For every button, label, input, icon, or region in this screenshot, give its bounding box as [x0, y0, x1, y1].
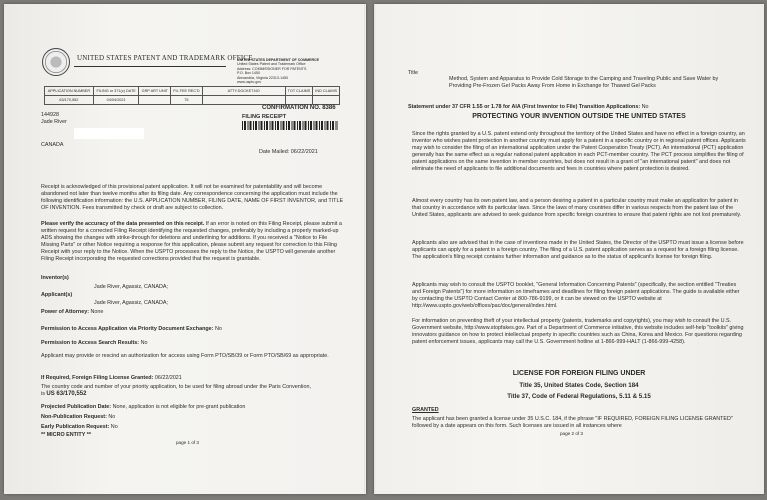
- pde-label: Permission to Access Application via Priority Document Exchange:: [41, 326, 214, 332]
- redacted-address: [74, 128, 144, 139]
- barcode-icon: [242, 121, 338, 130]
- statement-value: No: [641, 104, 649, 110]
- page-number: page 2 of 3: [560, 431, 583, 436]
- page-edge: [374, 4, 376, 494]
- table-header: GRP ART UNIT: [139, 87, 171, 96]
- search-value: No: [140, 340, 148, 346]
- table-header: ATTY.DOCKET.NO: [202, 87, 285, 96]
- projected-value: None, application is not eligible for pre-grant publication: [112, 404, 246, 410]
- application-table: [44, 86, 340, 105]
- projected-publication: [41, 404, 245, 411]
- early-label: Early Publication Request:: [41, 424, 110, 430]
- filing-receipt-page-1: [4, 4, 366, 494]
- paris-convention-text: The country code and number of your priority application, to be used for filing abroad under the Paris Convention,: [41, 384, 311, 390]
- protect-paragraph-2: Almost every country has its own patent law, and a person desiring a patent in a particular country must make an application for patent in that country in accordance with its particular laws. Since the laws of many countries differ in various respects from the patent law of the United States, applicants are advised to seek guidance from specific foreign countries to ensure that patent rights are not lost prematurely.: [412, 198, 742, 218]
- uspto-seal-icon: [42, 48, 70, 76]
- inventors-label: Inventor(s): [41, 275, 69, 281]
- confirmation-number: CONFIRMATION NO. 8386: [262, 105, 336, 111]
- paris-is: is: [41, 391, 45, 397]
- table-header: FILING or 371(c) DATE: [93, 87, 139, 96]
- pde-value: No: [214, 326, 222, 332]
- acknowledgement-paragraph: Receipt is acknowledged of this provisional patent application. It will not be examined for patentability and will become abandoned not later than twelve months after its filing date. Any correspondence concerning the application must include the following identification information: the U.S. APPLICATION NUMBER, FILING DATE, NAME OF FIRST INVENTOR, and TITLE OF INVENTION. Fees transmitted by check or draft are subject to collection.: [41, 184, 344, 211]
- verify-paragraph: [41, 221, 344, 263]
- protect-heading: PROTECTING YOUR INVENTION OUTSIDE THE UNITED STATES: [472, 113, 686, 120]
- granted-label: GRANTED: [412, 407, 439, 413]
- paris-value: US 63/170,552: [46, 391, 87, 397]
- recipient-id: 144928: [41, 112, 59, 118]
- verify-heading: Please verify the accuracy of the data presented on this receipt.: [41, 221, 205, 227]
- search-results-access: [41, 340, 147, 347]
- verify-text: If an error is noted on this Filing Receipt, please submit a written request for a corrected Filing Receipt identifying the requested changes, preferably by including a properly marked-up ADS showing the changes with strike-through for deletions and underlining for additions. If you received a "Notice to File Missing Parts" or other Notice requiring a response for this application, please submit any request for correction to this Filing Receipt with your reply to the Notice. When the USPTO processes the reply to the Notice, the USPTO will generate another Filing Receipt incorporating the requested corrections provided that the request is grantable.: [41, 221, 342, 262]
- table-cell: 63/170,552: [45, 96, 94, 105]
- non-publication-request: [41, 414, 115, 421]
- license-subheading-2: Title 37, Code of Federal Regulations, 5.11 & 5.15: [507, 393, 651, 400]
- applicants-label: Applicant(s): [41, 292, 73, 298]
- table-cell: [202, 96, 285, 105]
- projected-label: Projected Publication Date:: [41, 404, 112, 410]
- inventors-value: Jade River, Agassiz, CANADA;: [94, 284, 168, 290]
- title-value: Method, System and Apparatus to Provide Cold Storage to the Camping and Traveling Public and Save Water by Providing Pre-Frozen Gel Packs Away From Home in Exchange for Thawed Gel Packs: [449, 76, 719, 89]
- table-header: TOT CLAIMS: [285, 87, 313, 96]
- foreign-label: If Required, Foreign Filing License Granted:: [41, 375, 154, 381]
- power-of-attorney: [41, 309, 103, 316]
- micro-entity: ** MICRO ENTITY **: [41, 432, 91, 438]
- address-line: www.uspto.gov: [237, 80, 262, 85]
- search-label: Permission to Access Search Results:: [41, 340, 140, 346]
- foreign-value: 06/22/2021: [154, 375, 182, 381]
- agency-address: [237, 58, 337, 84]
- nonpub-label: Non-Publication Request:: [41, 414, 107, 420]
- filing-receipt-title: FILING RECEIPT: [242, 114, 287, 120]
- filing-receipt-page-2: [374, 4, 764, 494]
- statement-label: Statement under 37 CFR 1.55 or 1.78 for AIA (First Inventor to File) Transition Applications:: [408, 104, 641, 110]
- table-header-row: [45, 87, 340, 96]
- table-cell: [285, 96, 313, 105]
- recipient-name: Jade River: [41, 119, 67, 125]
- protect-paragraph-3: Applicants also are advised that in the case of inventions made in the United States, the Director of the USPTO must issue a license before applicants can apply for a patent in a foreign country. The filing of a U.S. patent application serves as a request for a foreign filing license. The application's filing receipt contains further information and guidance as to the status of applicant's license for foreign filing.: [412, 240, 744, 260]
- table-cell: 04/04/2021: [93, 96, 139, 105]
- early-publication-request: [41, 424, 118, 431]
- protect-paragraph-5: For information on preventing theft of your intellectual property (patents, trademarks and copyrights), you may wish to consult the U.S. Government website, http://www.stopfakes.gov. Part of a Department of Commerce initiative, this website includes self-help "toolkits" giving innovators guidance on how to protect intellectual property in specific countries such as China, Korea and Mexico. For questions regarding patent enforcement issues, applicants may call the U.S. Government hotline at 1-866-999-HALT (1-866-999-4258).: [412, 318, 744, 345]
- table-row: [45, 96, 340, 105]
- address-line: P.O. Box 1450: [237, 71, 260, 76]
- page-edge: [364, 4, 366, 494]
- table-header: IND CLAIMS: [313, 87, 340, 96]
- protect-paragraph-4: Applicants may wish to consult the USPTO booklet, "General Information Concerning Patents" (specifically, the section entitled "Treaties and Foreign Patents") for more information on timeframes and deadlines for filing foreign patent applications. The guide is available either by contacting the USPTO Contact Center at 800-786-9199, or it can be viewed on the USPTO website at http://www.uspto.gov/web/offices/pac/doc/general/index.html.: [412, 282, 740, 309]
- agency-title: UNITED STATES PATENT AND TRADEMARK OFFICE: [77, 54, 253, 62]
- priority-document-exchange: [41, 326, 222, 333]
- recipient-country: CANADA: [41, 142, 64, 148]
- address-line: Address: COMMISSIONER FOR PATENTS: [237, 66, 307, 71]
- table-header: FIL FEE REC'D: [171, 87, 203, 96]
- poa-value: None: [90, 309, 104, 315]
- early-value: No: [110, 424, 118, 430]
- address-line: United States Patent and Trademark Office: [237, 62, 306, 67]
- address-line: UNITED STATES DEPARTMENT OF COMMERCE: [237, 58, 320, 62]
- table-cell: [313, 96, 340, 105]
- protect-paragraph-1: Since the rights granted by a U.S. patent extend only throughout the territory of the United States and have no effect in a foreign country, an inventor who wishes patent protection in another country must apply for a patent in a specific country or in regional patent offices. Applicants may wish to consider the filing of an international application under the Patent Cooperation Treaty (PCT). An international (PCT) application generally has the same effect as a regular national patent application in each PCT-member country. The PCT process simplifies the filing of patent applications on the same invention in member countries, but does not result in a grant of "an international patent" and does not eliminate the need of applicants to file additional documents and fees in countries where patent protection is desired.: [412, 131, 746, 172]
- table-cell: 75: [171, 96, 203, 105]
- date-mailed: Date Mailed: 06/22/2021: [259, 149, 318, 155]
- license-heading: LICENSE FOR FOREIGN FILING UNDER: [512, 370, 646, 377]
- page-number: page 1 of 3: [176, 440, 199, 445]
- table-header: APPLICATION NUMBER: [45, 87, 94, 96]
- foreign-filing-license: [41, 375, 182, 382]
- table-cell: [139, 96, 171, 105]
- header-rule: [74, 66, 226, 67]
- statement-line: [408, 104, 649, 111]
- applicants-value: Jade River, Agassiz, CANADA;: [94, 300, 168, 306]
- granted-text: The applicant has been granted a license under 35 U.S.C. 184, if the phrase "IF REQUIRED, FOREIGN FILING LICENSE GRANTED" followed by a date appears on this form. Such licenses are issued in all instances where: [412, 416, 733, 429]
- license-subheading-1: Title 35, United States Code, Section 184: [519, 382, 639, 389]
- priority-number: [41, 391, 86, 398]
- address-line: Alexandria, Virginia 22313-1450: [237, 75, 289, 80]
- poa-label: Power of Attorney:: [41, 309, 90, 315]
- nonpub-value: No: [108, 414, 116, 420]
- title-label: Title: [408, 70, 418, 76]
- authorization-text: Applicant may provide or rescind an authorization for access using Form PTO/SB/39 or Form PTO/SB/69 as appropriate.: [41, 353, 329, 359]
